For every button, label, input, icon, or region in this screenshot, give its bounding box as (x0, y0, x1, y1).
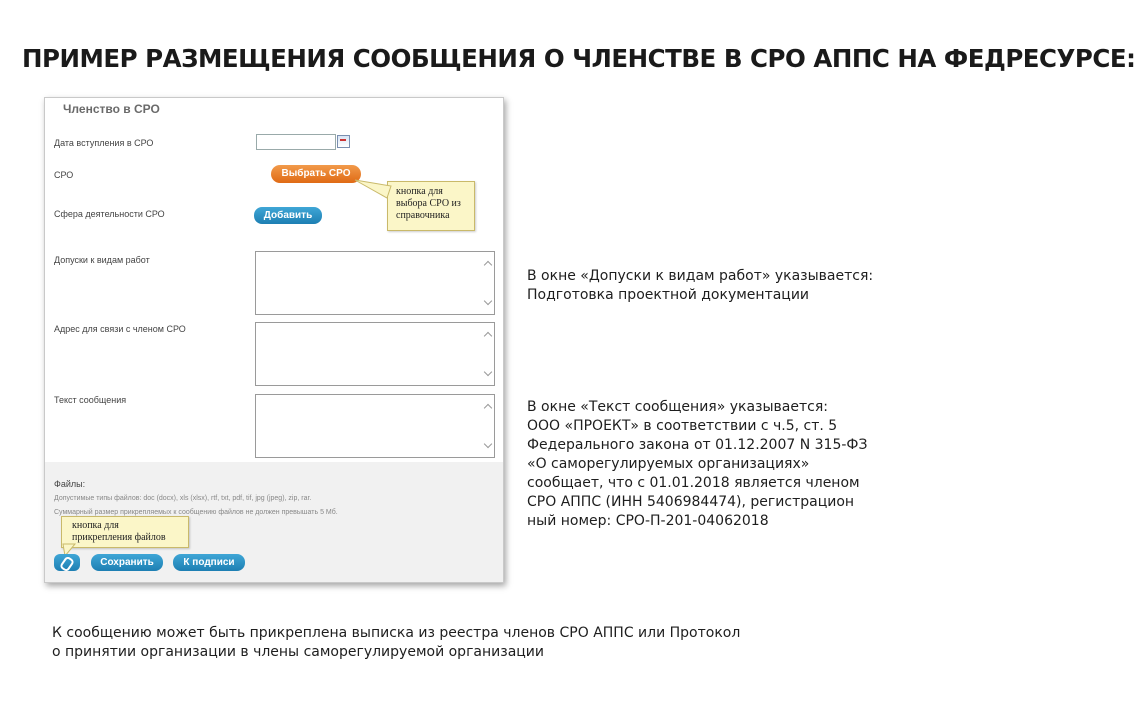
permits-note-line: В окне «Допуски к видам работ» указывается: (527, 268, 874, 284)
date-label: Дата вступления в СРО (54, 138, 154, 148)
sro-callout-line: выбора СРО из (396, 198, 461, 209)
address-textarea[interactable] (255, 322, 495, 386)
sro-callout-line: справочника (396, 210, 450, 221)
sign-button[interactable]: К подписи (173, 554, 245, 571)
permits-label: Допуски к видам работ (54, 255, 150, 265)
message-note-line: ООО «ПРОЕКТ» в соответствии с ч.5, ст. 5 (527, 418, 838, 434)
scrollbar[interactable] (482, 395, 494, 457)
message-textarea[interactable] (255, 394, 495, 458)
section-title: Членство в СРО (63, 102, 160, 116)
address-label: Адрес для связи с членом СРО (54, 324, 186, 334)
message-label: Текст сообщения (54, 395, 127, 405)
attach-callout-line: кнопка для (72, 520, 119, 531)
message-note-line: ный номер: СРО-П-201-04062018 (527, 513, 769, 529)
files-label: Файлы: (54, 479, 86, 489)
message-note-line: сообщает, что с 01.01.2018 является членом (527, 475, 860, 491)
paperclip-icon (59, 555, 75, 572)
files-size-note: Суммарный размер прикрепляемых к сообщению файлов не должен превышать 5 Мб. (54, 509, 338, 516)
attachment-note (52, 624, 740, 662)
message-note-line: Федерального закона от 01.12.2007 N 315-ФЗ (527, 437, 868, 453)
attach-callout (61, 516, 189, 548)
message-note-line: СРО АППС (ИНН 5406984474), регистрацион (527, 494, 855, 510)
form-screenshot (44, 97, 504, 583)
message-note-line: В окне «Текст сообщения» указывается: (527, 399, 828, 415)
sro-callout-pointer (353, 178, 393, 202)
page-title: ПРИМЕР РАЗМЕЩЕНИЯ СООБЩЕНИЯ О ЧЛЕНСТВЕ В СРО АППС НА ФЕДРЕСУРСЕ: (22, 44, 1135, 73)
sro-callout (387, 181, 475, 231)
files-types-note: Допустимые типы файлов: doc (docx), xls (xlsx), rtf, txt, pdf, tif, jpg (jpeg), zip, rar. (54, 495, 312, 502)
date-input[interactable] (256, 134, 336, 150)
calendar-icon[interactable] (337, 135, 350, 148)
attachment-note-line: о принятии организации в члены саморегулируемой организации (52, 644, 545, 660)
sro-callout-line: кнопка для (396, 186, 443, 197)
save-button[interactable]: Сохранить (91, 554, 163, 571)
add-button[interactable]: Добавить (254, 207, 322, 224)
attach-file-button[interactable] (54, 554, 80, 571)
activity-label: Сфера деятельности СРО (54, 209, 165, 219)
scrollbar[interactable] (482, 323, 494, 385)
permits-note (527, 267, 873, 305)
scrollbar[interactable] (482, 252, 494, 314)
permits-note-line: Подготовка проектной документации (527, 287, 810, 303)
message-note-line: «О саморегулируемых организациях» (527, 456, 810, 472)
sro-label: СРО (54, 170, 74, 180)
permits-textarea[interactable] (255, 251, 495, 315)
attach-callout-line: прикрепления файлов (72, 532, 166, 543)
select-sro-button[interactable]: Выбрать СРО (271, 165, 361, 183)
message-note (527, 398, 867, 531)
attachment-note-line: К сообщению может быть прикреплена выписка из реестра членов СРО АППС или Протокол (52, 625, 741, 641)
